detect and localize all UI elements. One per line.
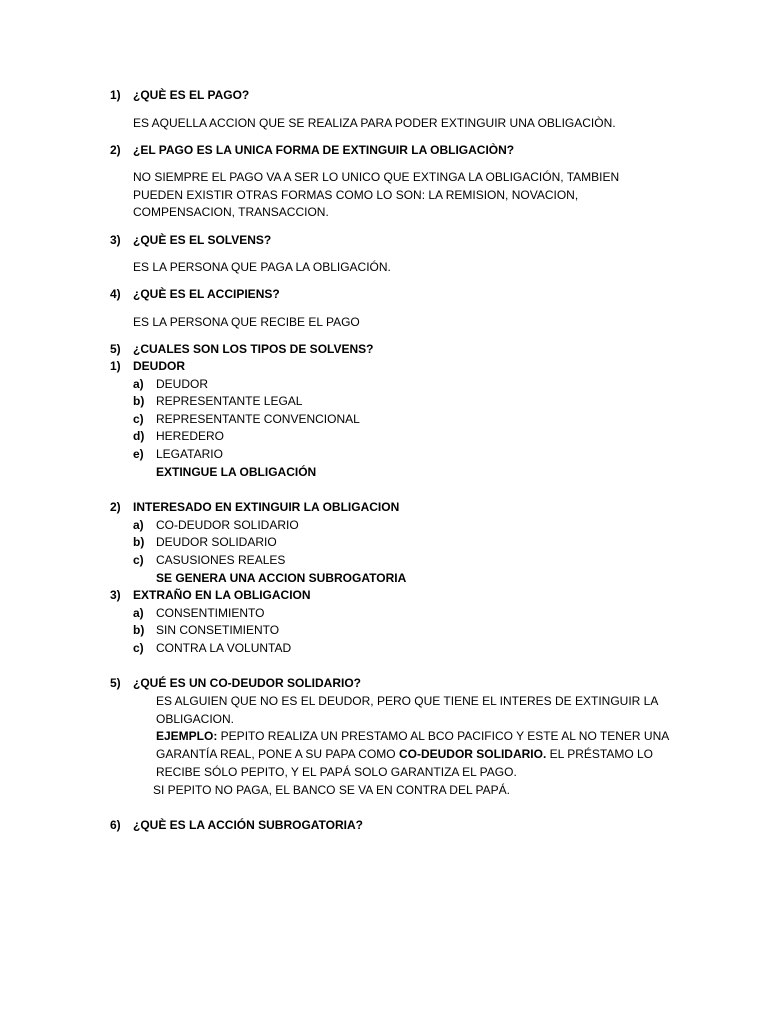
note-line: EXTINGUE LA OBLIGACIÓN xyxy=(156,465,317,479)
list-item: REPRESENTANTE CONVENCIONAL xyxy=(156,412,360,426)
sub-letter: d) xyxy=(133,429,145,443)
answer-line: ES LA PERSONA QUE RECIBE EL PAGO xyxy=(133,315,360,329)
sub-letter: c) xyxy=(133,412,144,426)
answer-line: ES LA PERSONA QUE PAGA LA OBLIGACIÓN. xyxy=(133,260,391,274)
sub-letter: c) xyxy=(133,641,144,655)
answer-line: OBLIGACION. xyxy=(156,712,235,726)
section-heading: DEUDOR xyxy=(133,359,186,373)
answer-text: EL PRÉSTAMO LO xyxy=(546,747,654,761)
sub-letter: a) xyxy=(133,606,144,620)
item-number: 4) xyxy=(110,287,121,301)
answer-line: PUEDEN EXISTIR OTRAS FORMAS COMO LO SON: LA REMISION, NOVACION, xyxy=(133,188,579,202)
question-heading: ¿CUALES SON LOS TIPOS DE SOLVENS? xyxy=(133,342,374,356)
sub-letter: c) xyxy=(133,553,144,567)
sub-letter: b) xyxy=(133,394,145,408)
item-number: 5) xyxy=(110,676,121,690)
list-item: LEGATARIO xyxy=(156,447,223,461)
answer-line: SI PEPITO NO PAGA, EL BANCO SE VA EN CONTRA DEL PAPÁ. xyxy=(153,783,510,797)
section-heading: EXTRAÑO EN LA OBLIGACION xyxy=(133,588,311,602)
example-text: PEPITO REALIZA UN PRESTAMO AL BCO PACIFICO Y ESTE AL NO TENER UNA xyxy=(217,729,670,743)
list-item: DEUDOR xyxy=(156,377,209,391)
answer-line: NO SIEMPRE EL PAGO VA A SER LO UNICO QUE EXTINGA LA OBLIGACIÓN, TAMBIEN xyxy=(133,170,620,184)
answer-line xyxy=(156,728,669,744)
question-heading: ¿QUÈ ES EL ACCIPIENS? xyxy=(133,287,280,301)
answer-line xyxy=(156,746,653,762)
list-item: HEREDERO xyxy=(156,429,225,443)
item-number: 1) xyxy=(110,88,121,102)
note-line: SE GENERA UNA ACCION SUBROGATORIA xyxy=(156,571,407,585)
question-heading: ¿QUÉ ES UN CO-DEUDOR SOLIDARIO? xyxy=(133,676,362,690)
item-number: 5) xyxy=(110,342,121,356)
answer-line: COMPENSACION, TRANSACCION. xyxy=(133,205,329,219)
list-item: CASUSIONES REALES xyxy=(156,553,286,567)
sub-letter: a) xyxy=(133,377,144,391)
answer-line: ES AQUELLA ACCION QUE SE REALIZA PARA PODER EXTINGUIR UNA OBLIGACIÒN. xyxy=(133,116,616,130)
list-item: DEUDOR SOLIDARIO xyxy=(156,535,277,549)
question-heading: ¿QUÈ ES LA ACCIÓN SUBROGATORIA? xyxy=(133,818,364,832)
sub-letter: b) xyxy=(133,623,145,637)
list-item: REPRESENTANTE LEGAL xyxy=(156,394,303,408)
list-item: SIN CONSETIMIENTO xyxy=(156,623,280,637)
question-heading: ¿QUÈ ES EL PAGO? xyxy=(133,88,250,102)
question-heading: ¿QUÈ ES EL SOLVENS? xyxy=(133,233,272,247)
list-item: CO-DEUDOR SOLIDARIO xyxy=(156,518,299,532)
item-number: 6) xyxy=(110,818,121,832)
item-number: 2) xyxy=(110,143,121,157)
answer-line: RECIBE SÓLO PEPITO, Y EL PAPÁ SOLO GARANTIZA EL PAGO. xyxy=(156,765,517,779)
item-number: 3) xyxy=(110,588,121,602)
question-heading: ¿EL PAGO ES LA UNICA FORMA DE EXTINGUIR LA OBLIGACIÒN? xyxy=(133,143,515,157)
list-item: CONSENTIMIENTO xyxy=(156,606,265,620)
sub-letter: e) xyxy=(133,447,144,461)
answer-text: GARANTÍA REAL, PONE A SU PAPA COMO xyxy=(156,747,399,761)
answer-line: ES ALGUIEN QUE NO ES EL DEUDOR, PERO QUE TIENE EL INTERES DE EXTINGUIR LA xyxy=(156,694,659,708)
sub-letter: a) xyxy=(133,518,144,532)
item-number: 3) xyxy=(110,233,121,247)
sub-letter: b) xyxy=(133,535,145,549)
item-number: 1) xyxy=(110,359,121,373)
item-number: 2) xyxy=(110,500,121,514)
emphasis-text: CO-DEUDOR SOLIDARIO. xyxy=(398,747,547,761)
list-item: CONTRA LA VOLUNTAD xyxy=(156,641,292,655)
example-label: EJEMPLO: xyxy=(156,729,218,743)
section-heading: INTERESADO EN EXTINGUIR LA OBLIGACION xyxy=(133,500,400,514)
